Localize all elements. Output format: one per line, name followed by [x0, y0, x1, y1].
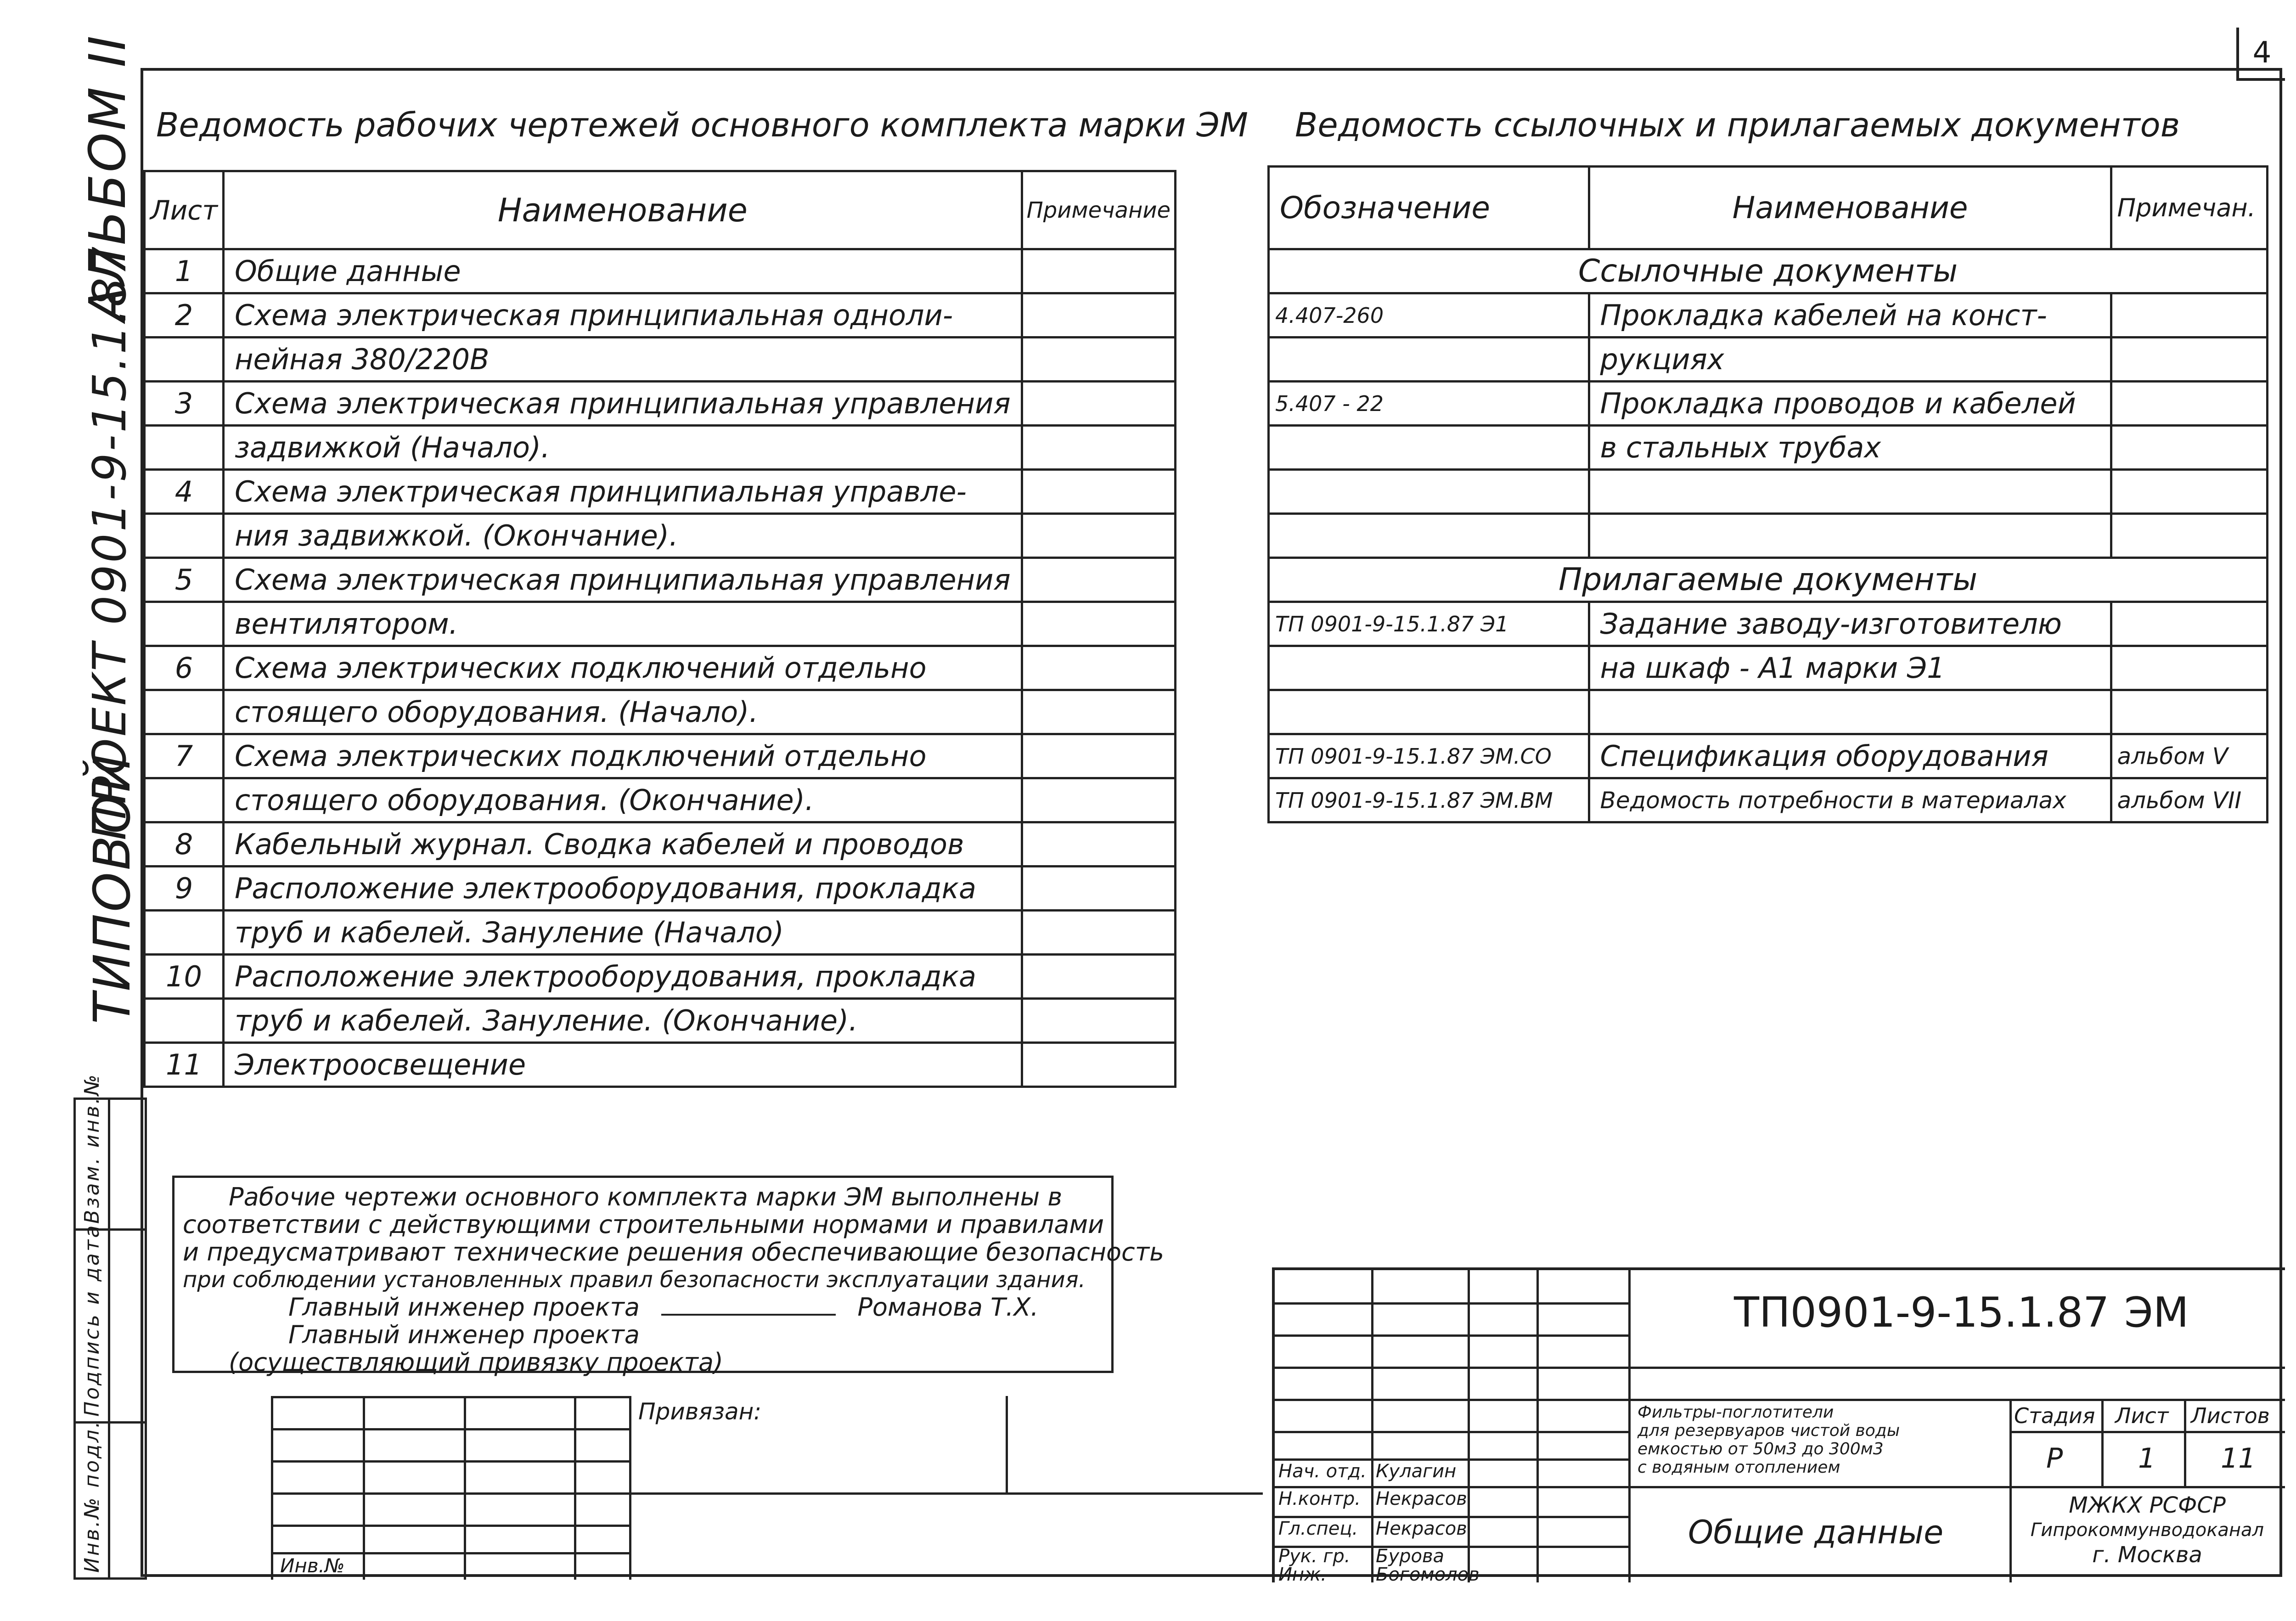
name-cell: [1589, 514, 2111, 558]
signer-name: Некрасов: [1376, 1488, 1467, 1509]
name-cell: Задание заводу-изготовителю: [1589, 602, 2111, 646]
name-cell: Кабельный журнал. Сводка кабелей и проводов: [223, 822, 1022, 867]
table-row: [145, 338, 1176, 382]
table-row: [145, 249, 1176, 293]
section-attached: Прилагаемые документы: [1269, 558, 2268, 602]
note-line: Рабочие чертежи основного комплекта марки ЭМ выполнены в: [229, 1182, 1063, 1211]
note-cell: [2111, 293, 2268, 338]
binding-label: Привязан:: [638, 1398, 762, 1425]
project-label: ПРОЕКТ 0901-9-15.1.87: [83, 244, 136, 840]
sheet-cell: 2: [145, 293, 224, 338]
note-cell: [1022, 822, 1175, 867]
stamp-vzam: Взам. инв.№: [80, 1073, 104, 1224]
inv-label: Инв.№: [280, 1554, 345, 1577]
note-cell: [1022, 690, 1175, 734]
col-code-header: Обозначение: [1269, 167, 1589, 249]
sheet-cell: [145, 338, 224, 382]
table-row: [145, 470, 1176, 514]
note-cell: [2111, 426, 2268, 470]
note-cell: [2111, 602, 2268, 646]
note-cell: [1022, 338, 1175, 382]
code-cell: ТП 0901-9-15.1.87 ЭМ.ВМ: [1269, 778, 1589, 822]
signer-role: Н.контр.: [1278, 1488, 1361, 1509]
note-line: соответствии с действующими строительными нормами и правилами: [183, 1210, 1104, 1239]
sheet-cell: 8: [145, 822, 224, 867]
table-row: [1269, 734, 2268, 778]
stamp-signature: Подпись и дата: [80, 1223, 104, 1417]
signer-name: Кулагин: [1376, 1461, 1457, 1482]
code-cell: 5.407 - 22: [1269, 382, 1589, 426]
name-cell: Схема электрических подключений отдельно: [223, 646, 1022, 690]
signer-role: Нач. отд.: [1278, 1461, 1367, 1482]
note-cell: [1022, 558, 1175, 602]
code-cell: [1269, 690, 1589, 734]
drawings-list-title: Ведомость рабочих чертежей основного комплекта марки ЭМ: [156, 106, 1248, 144]
table-row: [145, 293, 1176, 338]
table-row: [145, 867, 1176, 911]
name-cell: Прокладка проводов и кабелей: [1589, 382, 2111, 426]
stage-label: Стадия: [2014, 1403, 2095, 1428]
note-cell: [1022, 470, 1175, 514]
signer-name: Некрасов: [1376, 1518, 1467, 1539]
col-refname-header: Наименование: [1589, 167, 2111, 249]
note-cell: [1022, 1043, 1175, 1087]
signer-role: Гл.спец.: [1278, 1518, 1358, 1539]
note-cell: альбом V: [2111, 734, 2268, 778]
table-row: [1269, 602, 2268, 646]
table-row: [1269, 646, 2268, 690]
name-cell: Прокладка кабелей на конст-: [1589, 293, 2111, 338]
sheet-value: 1: [2138, 1442, 2156, 1475]
sheet-cell: 11: [145, 1043, 224, 1087]
signer-name: Бурова: [1376, 1546, 1445, 1567]
table-row: [145, 822, 1176, 867]
note-line: и предусматривают технические решения обеспечивающие безопасность: [183, 1238, 1165, 1266]
organization: МЖКХ РСФСР Гипрокоммунводоканал г. Москва: [2030, 1492, 2264, 1568]
table-row: [145, 514, 1176, 558]
sheet-cell: [145, 514, 224, 558]
document-mark: ЭМ: [2124, 1289, 2189, 1337]
table-row: [145, 382, 1176, 426]
sheet-cell: 5: [145, 558, 224, 602]
note-cell: [1022, 778, 1175, 822]
name-cell: труб и кабелей. Зануление. (Окончание).: [223, 999, 1022, 1043]
name-cell: Схема электрическая принципиальная управления: [223, 558, 1022, 602]
col-sheet-header: Лист: [145, 171, 224, 249]
table-row: [1269, 514, 2268, 558]
sheet-label: Лист: [2115, 1403, 2169, 1428]
note-cell: [1022, 955, 1175, 999]
table-row: [145, 734, 1176, 778]
name-cell: Электроосвещение: [223, 1043, 1022, 1087]
stamp-inv: Инв.№ подл.: [80, 1419, 104, 1573]
type-label: ТИПОВОЙ: [83, 752, 141, 1024]
note-cell: [1022, 426, 1175, 470]
code-cell: 4.407-260: [1269, 293, 1589, 338]
code-cell: [1269, 646, 1589, 690]
note-cell: [1022, 734, 1175, 778]
table-row: [1269, 426, 2268, 470]
document-name: Общие данные: [1688, 1514, 1944, 1551]
name-cell: стоящего оборудования. (Начало).: [223, 690, 1022, 734]
chief-engineer2-sub: (осуществляющий привязку проекта): [229, 1348, 723, 1377]
note-cell: альбом VII: [2111, 778, 2268, 822]
sheet-cell: 7: [145, 734, 224, 778]
sheet-cell: 6: [145, 646, 224, 690]
note-cell: [1022, 999, 1175, 1043]
reference-table: [1267, 165, 2268, 823]
sheet-cell: 9: [145, 867, 224, 911]
document-code: ТП0901-9-15.1.87: [1734, 1289, 2110, 1337]
note-cell: [1022, 646, 1175, 690]
table-row: [1269, 382, 2268, 426]
note-cell: [2111, 646, 2268, 690]
table-row: [1269, 293, 2268, 338]
name-cell: труб и кабелей. Зануление (Начало): [223, 911, 1022, 955]
name-cell: Расположение электрооборудования, прокладка: [223, 867, 1022, 911]
note-cell: [2111, 338, 2268, 382]
binding-block: [271, 1396, 1263, 1580]
col-note-header: Примечание: [1022, 171, 1175, 249]
reference-docs-title: Ведомость ссылочных и прилагаемых документов: [1295, 106, 2180, 144]
sheet-cell: [145, 690, 224, 734]
name-cell: нейная 380/220В: [223, 338, 1022, 382]
name-cell: [1589, 470, 2111, 514]
table-row: [1269, 470, 2268, 514]
name-cell: стоящего оборудования. (Окончание).: [223, 778, 1022, 822]
name-cell: Ведомость потребности в материалах: [1589, 778, 2111, 822]
chief-engineer2-label: Главный инженер проекта: [288, 1320, 640, 1349]
table-row: [1269, 338, 2268, 382]
sheet-cell: 4: [145, 470, 224, 514]
name-cell: рукциях: [1589, 338, 2111, 382]
drawings-table: [143, 170, 1176, 1088]
name-cell: Расположение электрооборудования, прокладка: [223, 955, 1022, 999]
code-cell: [1269, 426, 1589, 470]
sheet-cell: [145, 426, 224, 470]
chief-engineer-label: Главный инженер проекта: [288, 1293, 640, 1322]
note-cell: [2111, 470, 2268, 514]
code-cell: ТП 0901-9-15.1.87 Э1: [1269, 602, 1589, 646]
table-row: [145, 778, 1176, 822]
chief-engineer-name: Романова Т.Х.: [857, 1293, 1039, 1322]
table-row: [1269, 690, 2268, 734]
code-cell: [1269, 514, 1589, 558]
signer-role: Инж.: [1278, 1564, 1327, 1585]
table-row: [145, 911, 1176, 955]
note-cell: [2111, 382, 2268, 426]
name-cell: Схема электрическая принципиальная управления: [223, 382, 1022, 426]
name-cell: ния задвижкой. (Окончание).: [223, 514, 1022, 558]
sheet-cell: [145, 602, 224, 646]
sheets-value: 11: [2221, 1442, 2256, 1475]
object-description: Фильтры-поглотители для резервуаров чистой воды емкостью от 50м3 до 300м3 с водяным отоплением: [1638, 1403, 1900, 1477]
name-cell: Схема электрических подключений отдельно: [223, 734, 1022, 778]
sheet-cell: [145, 778, 224, 822]
note-line: при соблюдении установленных правил безопасности эксплуатации здания.: [183, 1267, 1086, 1293]
sheet-cell: [145, 999, 224, 1043]
table-row: [145, 646, 1176, 690]
code-cell: [1269, 470, 1589, 514]
note-cell: [1022, 867, 1175, 911]
name-cell: Спецификация оборудования: [1589, 734, 2111, 778]
section-reference: Ссылочные документы: [1269, 249, 2268, 293]
sheet-cell: [145, 911, 224, 955]
signature-mark: [661, 1314, 836, 1316]
table-row: [145, 955, 1176, 999]
stage-value: Р: [2046, 1442, 2063, 1475]
table-row: [145, 426, 1176, 470]
album-label: АЛЬБОМ II: [78, 34, 137, 321]
table-row: [1269, 778, 2268, 822]
note-cell: [1022, 249, 1175, 293]
table-row: [145, 690, 1176, 734]
col-name-header: Наименование: [223, 171, 1022, 249]
name-cell: задвижкой (Начало).: [223, 426, 1022, 470]
signer-name: Богомолов: [1376, 1564, 1480, 1585]
sheet-cell: 1: [145, 249, 224, 293]
title-block: [1272, 1267, 2285, 1585]
note-cell: [1022, 911, 1175, 955]
note-block: [172, 1176, 1165, 1377]
note-cell: [1022, 293, 1175, 338]
name-cell: Общие данные: [223, 249, 1022, 293]
name-cell: Схема электрическая принципиальная управле-: [223, 470, 1022, 514]
name-cell: Схема электрическая принципиальная одноли-: [223, 293, 1022, 338]
table-row: [145, 1043, 1176, 1087]
note-cell: [2111, 690, 2268, 734]
name-cell: вентилятором.: [223, 602, 1022, 646]
name-cell: в стальных трубах: [1589, 426, 2111, 470]
col-refnote-header: Примечан.: [2111, 167, 2268, 249]
name-cell: на шкаф - А1 марки Э1: [1589, 646, 2111, 690]
note-cell: [1022, 602, 1175, 646]
table-row: [145, 602, 1176, 646]
sheet-cell: 3: [145, 382, 224, 426]
sheet-number: 4: [2236, 28, 2285, 81]
note-cell: [2111, 514, 2268, 558]
signer-role: Рук. гр.: [1278, 1546, 1351, 1567]
table-row: [145, 558, 1176, 602]
table-row: [145, 999, 1176, 1043]
sheet-cell: 10: [145, 955, 224, 999]
note-cell: [1022, 514, 1175, 558]
sheets-label: Листов: [2191, 1403, 2270, 1428]
note-cell: [1022, 382, 1175, 426]
name-cell: [1589, 690, 2111, 734]
code-cell: ТП 0901-9-15.1.87 ЭМ.СО: [1269, 734, 1589, 778]
left-stamp: [73, 1073, 147, 1580]
code-cell: [1269, 338, 1589, 382]
